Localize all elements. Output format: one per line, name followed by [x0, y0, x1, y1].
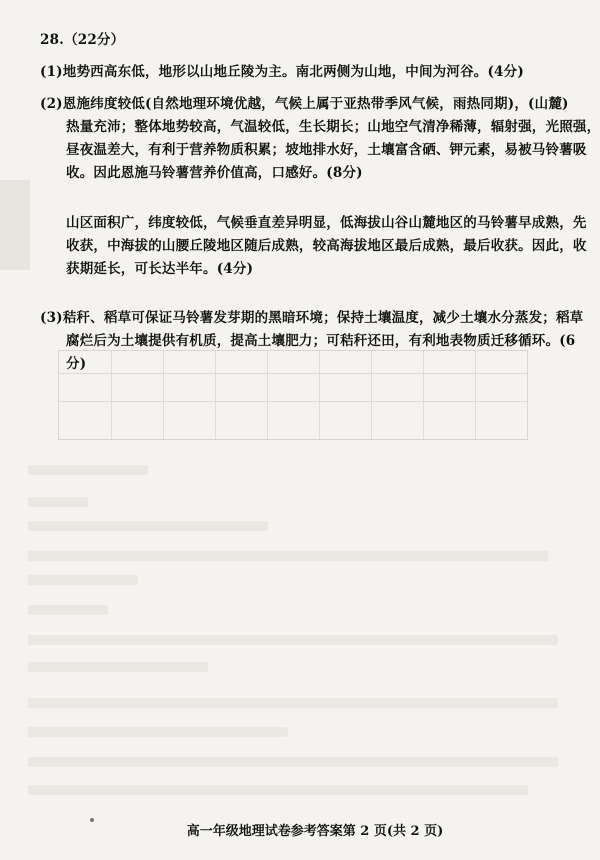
answer-part-2-line: 昼夜温差大，有利于营养物质积累；坡地排水好，土壤富含硒、钾元素，易被马铃薯吸: [66, 142, 587, 158]
bleed-through-line: [28, 698, 558, 708]
bleed-through-line: [28, 575, 138, 585]
answer-part-2-line: 山区面积广，纬度较低，气候垂直差异明显，低海拔山谷山麓地区的马铃薯早成熟，先: [66, 215, 587, 231]
bleed-through-line: [28, 635, 558, 645]
bleed-through-line: [28, 785, 528, 795]
bleed-through-line: [28, 727, 288, 737]
question-title: 28.（22分）: [40, 32, 125, 48]
answer-part-2-line: 收。因此恩施马铃薯营养价值高，口感好。(8分): [66, 165, 363, 181]
answer-part-2-line: 收获，中海拔的山腰丘陵地区随后成熟，较高海拔地区最后成熟，最后收获。因此，收: [66, 238, 587, 254]
page-footer: [0, 820, 600, 839]
answer-part-3-line: 腐烂后为土壤提供有机质，提高土壤肥力；可秸秆还田，有利地表物质迁移循环。(6: [66, 333, 576, 349]
bleed-through-line: [28, 497, 88, 507]
bleed-through-line: [28, 757, 558, 767]
answer-part-3-line: (3)秸秆、稻草可保证马铃薯发芽期的黑暗环境；保持土壤温度，减少土壤水分蒸发；稻草: [40, 310, 584, 326]
bleed-through-line: [28, 521, 268, 531]
answer-part-2-line: (2)恩施纬度较低(自然地理环境优越，气候上属于亚热带季风气候，雨热同期)，(山麓): [40, 96, 569, 112]
bleed-through-line: [28, 662, 208, 672]
answer-part-1: (1)地势西高东低，地形以山地丘陵为主。南北两侧为山地，中间为河谷。(4分): [40, 64, 524, 80]
bleed-through-line: [28, 551, 548, 561]
footer-text: 高一年级地理试卷参考答案第 2 页(共 2 页): [186, 824, 444, 839]
answer-part-2-line: 热量充沛；整体地势较高，气温较低，生长期长；山地空气清净稀薄，辐射强，光照强，: [66, 119, 600, 135]
bleed-through-line: [28, 605, 108, 615]
bleed-through-line: [28, 465, 148, 475]
scan-shadow: [0, 180, 30, 270]
bleed-through-table: [58, 350, 528, 440]
answer-part-2-line: 获期延长，可长达半年。(4分): [66, 261, 254, 277]
answer-part-3-line: 分): [66, 356, 87, 372]
